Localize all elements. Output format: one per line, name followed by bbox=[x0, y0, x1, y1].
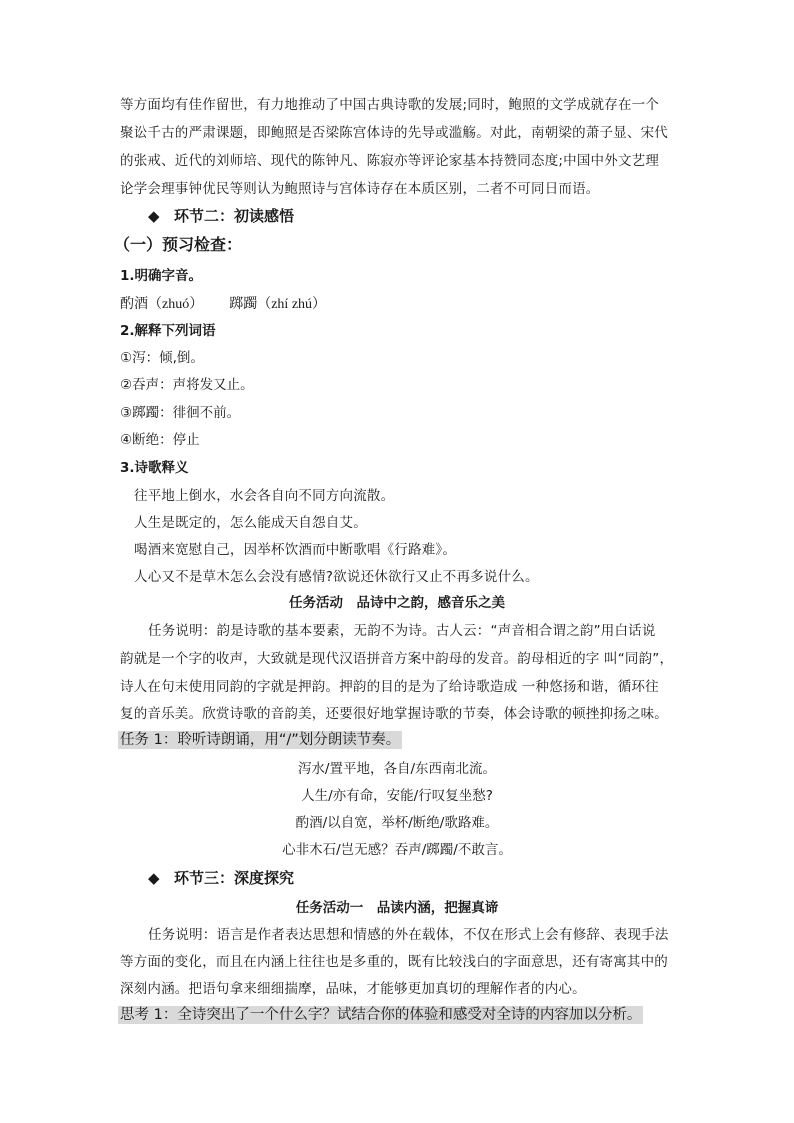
intro-line-1: 等方面均有佳作留世，有力地推动了中国古典诗歌的发展;同时，鲍照的文学成就存在一个 bbox=[120, 97, 660, 113]
task-music-desc-3: 诗人在句末使用同韵的字就是押韵。押韵的目的是为了给诗歌造成 一种悠扬和谐，循环往 bbox=[120, 679, 659, 695]
paraphrase-line-3: 喝酒来宽慰自己，因举杯饮酒而中断歌唱《行路难》。 bbox=[134, 542, 457, 558]
paraphrase-line-4: 人心又不是草木怎么会没有感情?欲说还休欲行又止不再多说什么。 bbox=[134, 569, 539, 585]
intro-line-4: 论学会理事钟优民等则认为鲍照诗与宫体诗存在本质区别，二者不可同日而语。 bbox=[120, 181, 600, 197]
pronunciation-zhizhu: 踯躅（zhí zhú） bbox=[229, 297, 327, 312]
task-explore-desc-2: 等方面的变化，而且在内涵上往往也是多重的，既有比较浅白的字面意思，还有寄寓其中的 bbox=[120, 954, 668, 970]
task-music-title: 任务活动 品诗中之韵，感音乐之美 bbox=[289, 595, 505, 611]
task-explore-desc-3: 深刻内涵。把语句拿来细细揣摩，品味，才能够更加真切的理解作者的内心。 bbox=[120, 981, 586, 997]
item1-title: 1.明确字音。 bbox=[120, 268, 203, 284]
think1-highlight: 思考 1：全诗突出了一个什么字？试结合你的体验和感受对全诗的内容加以分析。 bbox=[120, 1007, 642, 1023]
poem-line-1: 泻水/置平地，各自/东西南北流。 bbox=[297, 761, 497, 777]
intro-line-3: 的张戒、近代的刘师培、现代的陈钟凡、陈寂亦等评论家基本持赞同态度;中国中外文艺理 bbox=[120, 153, 660, 169]
vocab-entry-2: ②吞声：声将发又止。 bbox=[120, 377, 254, 393]
item2-title: 2.解释下列词语 bbox=[120, 323, 216, 339]
diamond-bullet-icon: ◆ bbox=[148, 869, 160, 887]
task1-highlight: 任务 1：聆听诗朗诵，用“/”划分朗读节奏。 bbox=[120, 732, 401, 748]
poem-line-4: 心非木石/岂无感？吞声/踯躅/不敢言。 bbox=[282, 842, 512, 858]
section3-heading bbox=[148, 869, 294, 887]
task-music-desc-4: 复的音乐美。欣赏诗歌的音韵美，还要很好地掌握诗歌的节奏，体会诗歌的顿挫抑扬之味。 bbox=[120, 706, 668, 722]
intro-line-2: 聚讼千古的严肃课题，即鲍照是否梁陈宫体诗的先导或滥觞。对此，南朝梁的萧子显、宋代 bbox=[120, 125, 668, 141]
section2-heading bbox=[148, 207, 294, 225]
item3-title: 3.诗歌释义 bbox=[120, 460, 189, 476]
paraphrase-line-1: 往平地上倒水，水会各自向不同方向流散。 bbox=[134, 488, 395, 504]
paraphrase-line-2: 人生是既定的，怎么能成天自怨自艾。 bbox=[134, 515, 367, 531]
vocab-entry-3: ③踯躅：徘徊不前。 bbox=[120, 405, 241, 421]
pronunciation-zhuojiu: 酌酒（zhuó） bbox=[120, 297, 204, 312]
task1-prompt bbox=[118, 731, 402, 749]
section2-title: 环节二：初读感悟 bbox=[174, 207, 295, 225]
task-explore-desc-1: 任务说明：语言是作者表达思想和情感的外在载体，不仅在形式上会有修辞、表现手法 bbox=[148, 927, 669, 943]
section3-title: 环节三：深度探究 bbox=[174, 869, 295, 887]
pronunciation-row bbox=[120, 295, 326, 314]
poem-line-3: 酌酒/以自宽，举杯/断绝/歌路难。 bbox=[295, 815, 499, 831]
poem-line-2: 人生/亦有命，安能/行叹复坐愁? bbox=[301, 788, 493, 804]
preview-heading: （一）预习检查： bbox=[114, 235, 243, 254]
task-music-desc-2: 韵就是一个字的收声，大致就是现代汉语拼音方案中韵母的发音。韵母相近的字 叫“同韵”， bbox=[120, 651, 674, 667]
diamond-bullet-icon: ◆ bbox=[148, 207, 160, 225]
task-explore-title: 任务活动一 品读内涵，把握真谛 bbox=[295, 900, 499, 916]
vocab-entry-4: ④断绝：停止 bbox=[120, 432, 200, 448]
task-music-desc-1: 任务说明：韵是诗歌的基本要素，无韵不为诗。古人云：“声音相合谓之韵”用白话说 bbox=[148, 623, 656, 639]
think1-prompt bbox=[118, 1006, 643, 1024]
vocab-entry-1: ①泻：倾,倒。 bbox=[120, 350, 204, 366]
